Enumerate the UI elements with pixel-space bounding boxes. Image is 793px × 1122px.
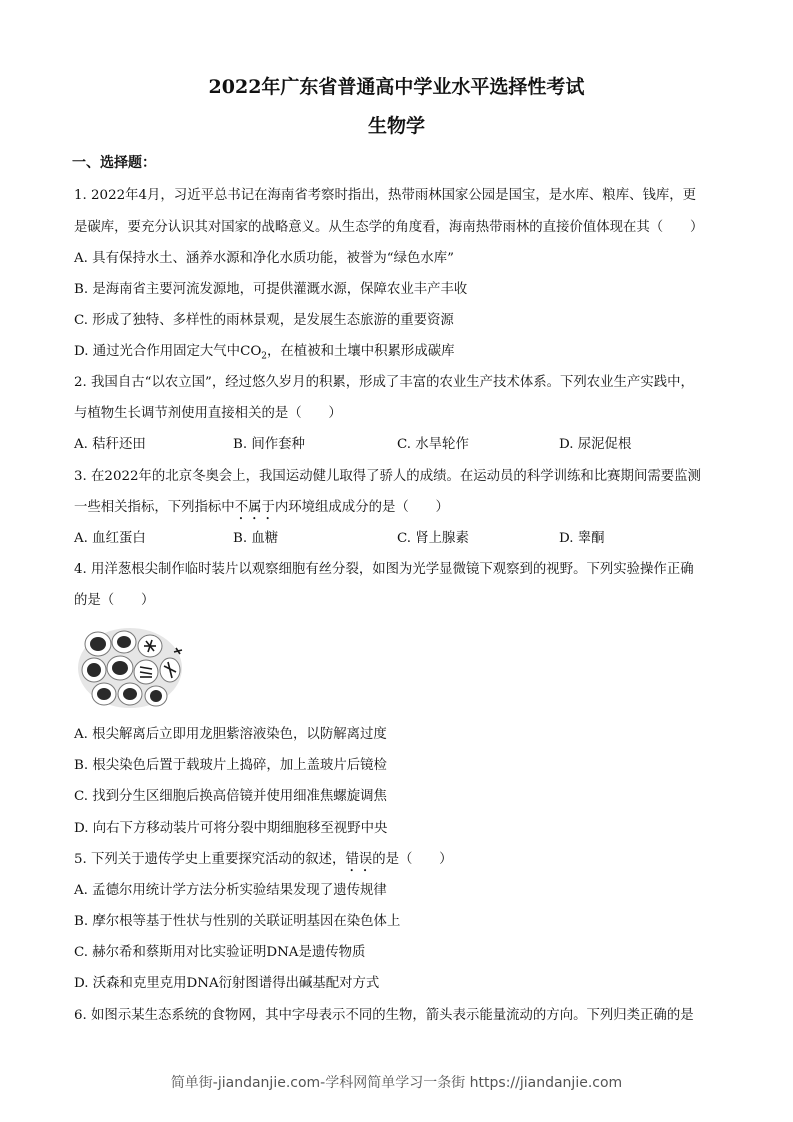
exam-title: 2022年广东省普通高中学业水平选择性考试 (208, 76, 585, 98)
microscope-cells-image (76, 622, 184, 710)
question-3-line-1: 3. 在2022年的北京冬奥会上，我国运动健儿取得了骄人的成绩。在运动员的科学训练和比赛期间需要监测 (74, 469, 701, 484)
question-4-option-b: B. 根尖染色后置于载玻片上捣碎，加上盖玻片后镜检 (74, 758, 387, 773)
question-1-option-c: C. 形成了独特、多样性的雨林景观，是发展生态旅游的重要资源 (74, 313, 454, 328)
emphasis-text: 错误 (345, 852, 373, 867)
question-4-line-1: 4. 用洋葱根尖制作临时装片以观察细胞有丝分裂，如图为光学显微镜下观察到的视野。下列实验操作正确 (74, 562, 694, 577)
question-5-option-c: C. 赫尔希和蔡斯用对比实验证明DNA是遗传物质 (74, 945, 366, 960)
section-heading: 一、选择题： (72, 155, 156, 171)
question-1-option-b: B. 是海南省主要河流发源地，可提供灌溉水源，保障农业丰产丰收 (74, 282, 468, 297)
question-4-option-d: D. 向右下方移动装片可将分裂中期细胞移至视野中央 (74, 821, 388, 836)
question-1-option-d: D. 通过光合作用固定大气中$CO_2$，在植被和土壤中积累形成碳库 (74, 344, 455, 362)
question-3-option-c: C. 肾上腺素 (397, 531, 469, 546)
question-3-option-b: B. 血糖 (233, 531, 279, 546)
question-5-line-1: 5. 下列关于遗传学史上重要探究活动的叙述，错误的是（ ） (74, 852, 453, 867)
question-2-line-2: 与植物生长调节剂使用直接相关的是（ ） (74, 406, 342, 421)
question-4-option-c: C. 找到分生区细胞后换高倍镜并使用细准焦螺旋调焦 (74, 789, 387, 804)
question-6-line-1: 6. 如图示某生态系统的食物网，其中字母表示不同的生物，箭头表示能量流动的方向。下列归类正确的是 (74, 1008, 694, 1023)
question-4-option-a: A. 根尖解离后立即用龙胆紫溶液染色，以防解离过度 (74, 727, 387, 742)
question-2-option-a: A. 秸秆还田 (74, 437, 146, 452)
question-5-option-b: B. 摩尔根等基于性状与性别的关联证明基因在染色体上 (74, 914, 401, 929)
emphasis-text: 不属于 (234, 500, 275, 515)
subject-title: 生物学 (367, 115, 425, 137)
question-5-option-a: A. 孟德尔用统计学方法分析实验结果发现了遗传规律 (74, 883, 387, 898)
question-2-line-1: 2. 我国自古“以农立国”，经过悠久岁月的积累，形成了丰富的农业生产技术体系。下列农业生产实践中， (74, 375, 694, 390)
question-3-option-d: D. 睾酮 (559, 531, 605, 546)
question-2-option-b: B. 间作套种 (233, 437, 305, 452)
question-1-option-a: A. 具有保持水土、涵养水源和净化水质功能，被誉为“绿色水库” (74, 251, 455, 266)
page-footer: 简单街-jiandanjie.com-学科网简单学习一条街 https://jiandanjie.com (170, 1075, 623, 1091)
question-5-option-d: D. 沃森和克里克用DNA衍射图谱得出碱基配对方式 (74, 976, 380, 991)
question-3-option-a: A. 血红蛋白 (74, 531, 146, 546)
question-2-option-c: C. 水旱轮作 (397, 437, 469, 452)
question-1-line-1: 1. 2022年4月，习近平总书记在海南省考察时指出，热带雨林国家公园是国宝，是水库、粮库、钱库，更 (74, 188, 697, 203)
question-2-option-d: D. 尿泥促根 (559, 437, 632, 452)
question-1-line-2: 是碳库，要充分认识其对国家的战略意义。从生态学的角度看，海南热带雨林的直接价值体现在其（ ） (74, 220, 704, 235)
question-3-line-2: 一些相关指标，下列指标中不属于内环境组成成分的是（ ） (74, 500, 449, 515)
question-4-line-2: 的是（ ） (74, 593, 155, 608)
